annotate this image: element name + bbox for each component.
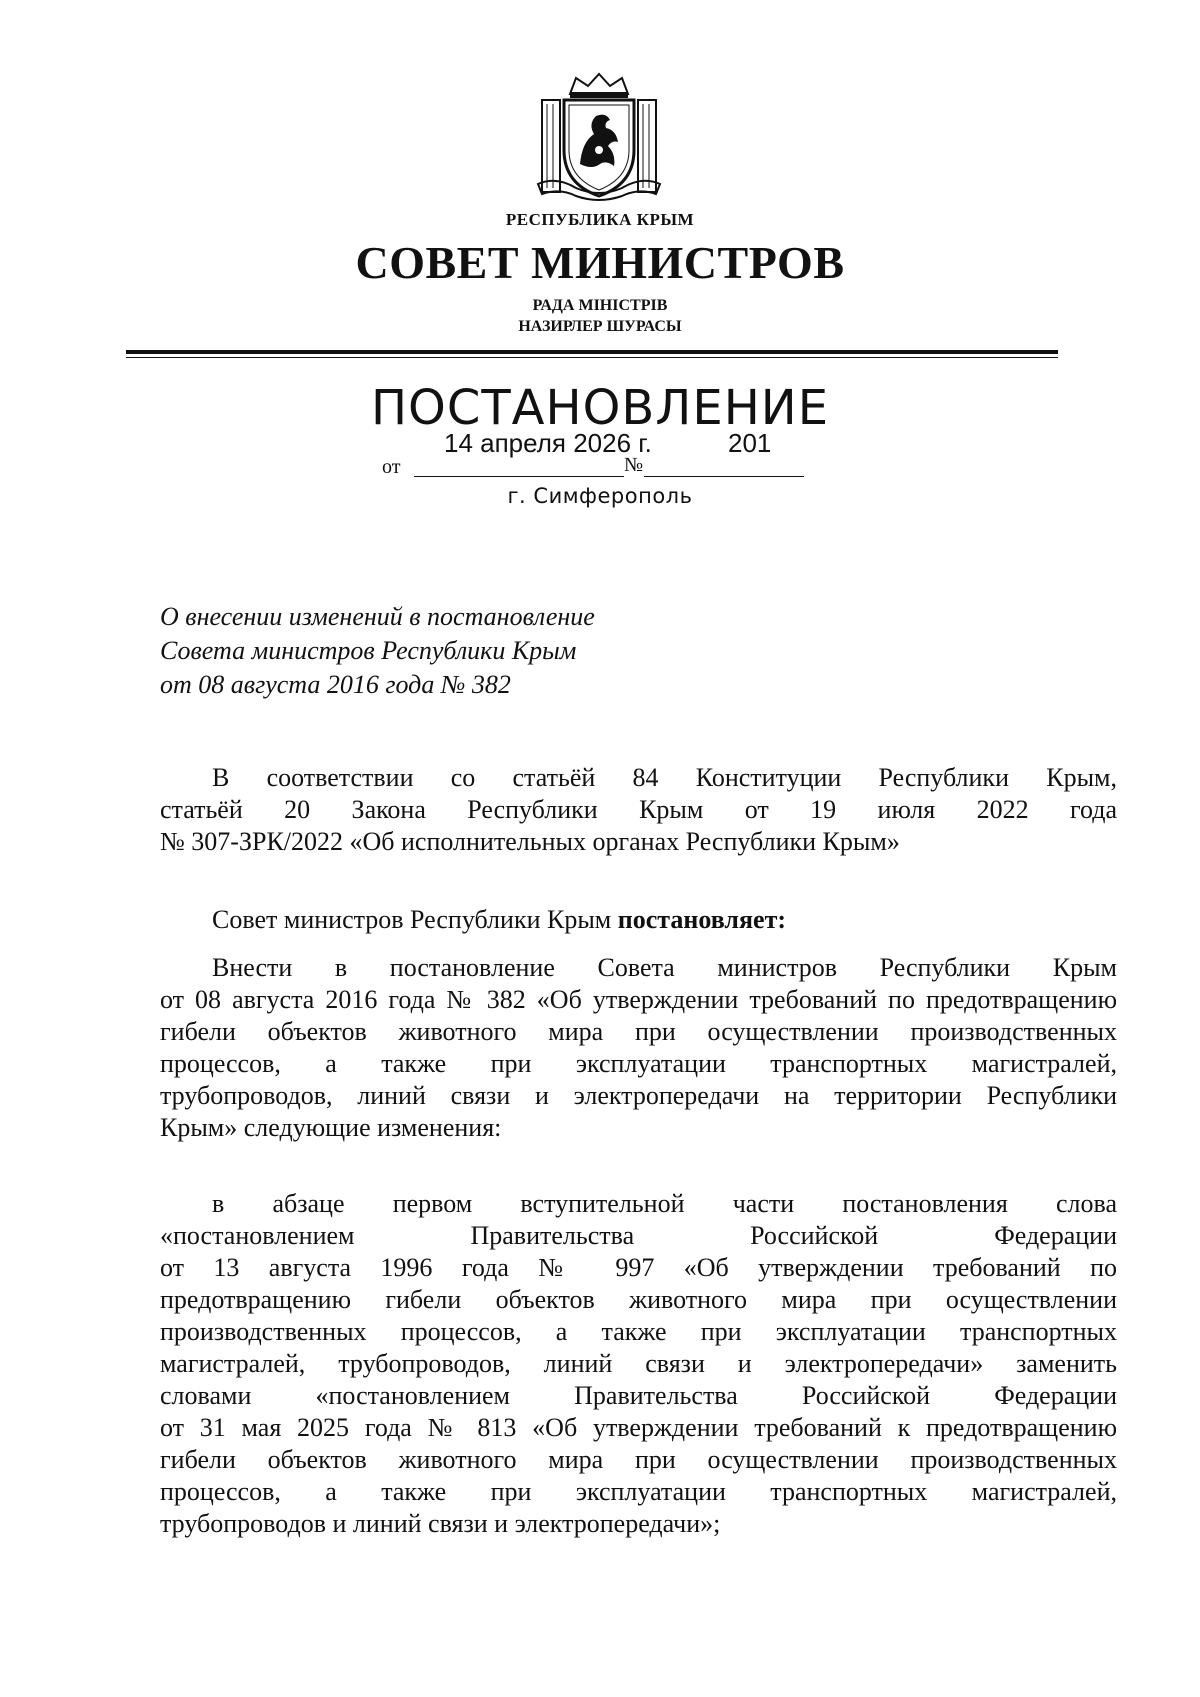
republic-name: РЕСПУБЛИКА КРЫМ (505, 210, 695, 229)
subject-line: от 08 августа 2016 года № 382 (160, 670, 511, 699)
resolution-number-value: 201 (728, 428, 772, 458)
amendment-paragraph-2 (160, 1188, 1117, 1540)
paragraph-line: от 13 августа 1996 года № 997 «Об утверждении требований по (160, 1253, 1117, 1282)
paragraph-line: словами «постановлением Правительства Российской Федерации (160, 1381, 1117, 1410)
paragraph-line: В соответствии со статьёй 84 Конституции Республики Крым, (212, 763, 1117, 792)
paragraph-line: гибели объектов животного мира при осуществлении производственных (160, 1017, 1117, 1046)
preamble-paragraph (160, 762, 1117, 858)
paragraph-line: трубопроводов и линий связи и электропередачи»; (160, 1509, 721, 1538)
decree-text: Совет министров Республики Крым (212, 905, 612, 934)
document-type-title: ПОСТАНОВЛЕНИЕ (370, 380, 830, 436)
paragraph-line: предотвращению гибели объектов животного мира при осуществлении (160, 1285, 1117, 1314)
paragraph-line: в абзаце первом вступительной части постановления слова (212, 1189, 1117, 1218)
paragraph-line: производственных процессов, а также при эксплуатации транспортных (160, 1317, 1117, 1346)
paragraph-line: от 08 августа 2016 года № 382 «Об утверждении требований по предотвращению (160, 985, 1117, 1014)
decree-statement (212, 904, 786, 936)
paragraph-line: гибели объектов животного мира при осуществлении производственных (160, 1445, 1117, 1474)
amendment-paragraph-1 (160, 952, 1117, 1144)
header-divider-thick (126, 350, 1058, 354)
header-divider-thin (126, 357, 1058, 358)
resolution-date-value: 14 апреля 2026 г. (444, 428, 652, 458)
number-underline (644, 476, 804, 477)
paragraph-line: статьёй 20 Закона Республики Крым от 19 июля 2022 года (160, 795, 1117, 824)
paragraph-line: трубопроводов, линий связи и электропередачи на территории Республики (160, 1081, 1117, 1110)
subject-line: Совета министров Республики Крым (160, 636, 577, 665)
subject-line: О внесении изменений в постановление (160, 602, 595, 631)
date-underline (414, 476, 624, 477)
number-sign-label: № (624, 454, 644, 476)
crimea-coat-of-arms-icon (536, 72, 662, 202)
paragraph-line: Внести в постановление Совета министров Республики Крым (212, 953, 1117, 982)
city-label: г. Симферополь (507, 484, 693, 508)
paragraph-line: процессов, а также при эксплуатации транспортных магистралей, (160, 1049, 1117, 1078)
paragraph-line: Крым» следующие изменения: (160, 1113, 502, 1142)
decree-emphasis: постановляет: (617, 905, 787, 934)
council-name: СОВЕТ МИНИСТРОВ (355, 237, 845, 288)
paragraph-line: от 31 мая 2025 года № 813 «Об утверждении требований к предотвращению (160, 1413, 1117, 1442)
paragraph-line: процессов, а также при эксплуатации транспортных магистралей, (160, 1477, 1117, 1506)
date-prefix-label: от (382, 456, 401, 478)
council-name-crimean-tatar: НАЗИРЛЕР ШУРАСЫ (518, 318, 682, 335)
paragraph-line: № 307-ЗРК/2022 «Об исполнительных органах Республики Крым» (160, 827, 900, 856)
document-subject (160, 600, 595, 702)
paragraph-line: магистралей, трубопроводов, линий связи и электропередачи» заменить (160, 1349, 1117, 1378)
paragraph-line: «постановлением Правительства Российской Федерации (160, 1221, 1117, 1250)
council-name-ukrainian: РАДА МІНІСТРІВ (532, 297, 668, 314)
